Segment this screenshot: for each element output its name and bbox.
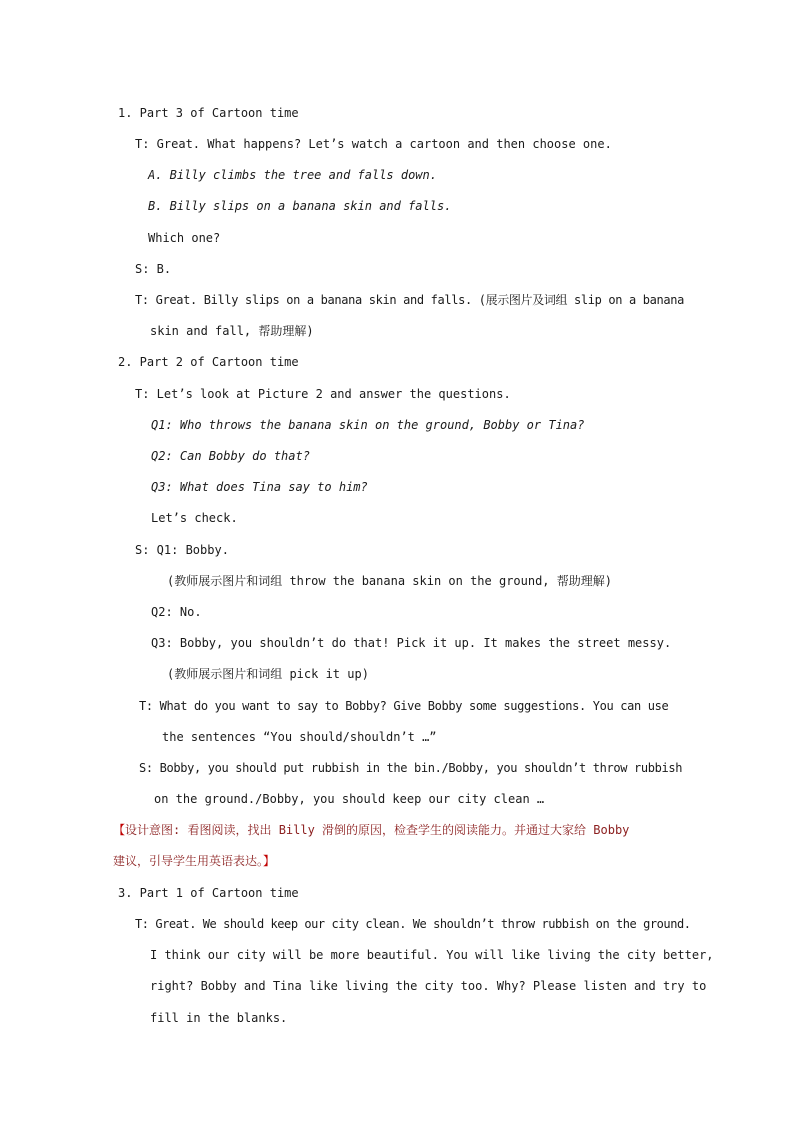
teacher-line-cont: I think our city will be more beautiful. You will like living the city better, (150, 948, 714, 962)
student-answer-1: S: Q1: Bobby. (135, 543, 229, 557)
teacher-line-cont: fill in the blanks. (150, 1011, 288, 1025)
teacher-note: (教师展示图片和词组 throw the banana skin on the ground, 帮助理解) (167, 574, 612, 588)
student-line-cont: on the ground./Bobby, you should keep our city clean … (154, 792, 545, 806)
teacher-line: T: Great. We should keep our city clean. We shouldn’t throw rubbish on the ground. (135, 917, 691, 931)
design-note-cont (113, 853, 275, 869)
student-line: S: B. (135, 262, 172, 276)
question-text: Which one? (148, 231, 221, 245)
student-line: S: Bobby, you should put rubbish in the bin./Bobby, you shouldn’t throw rubbish (139, 761, 683, 775)
teacher-line: T: Great. What happens? Let’s watch a cartoon and then choose one. (135, 137, 612, 151)
check-line: Let’s check. (151, 511, 238, 525)
teacher-line: T: Let’s look at Picture 2 and answer the questions. (135, 387, 511, 401)
teacher-note: (教师展示图片和词组 pick it up) (167, 667, 369, 681)
question-3: Q3: What does Tina say to him? (151, 480, 368, 494)
option-b: B. Billy slips on a banana skin and falls. (148, 199, 452, 213)
teacher-line-cont: right? Bobby and Tina like living the city too. Why? Please listen and try to (150, 979, 707, 993)
section-3-title: 3. Part 1 of Cartoon time (118, 886, 299, 900)
design-note-line-2: 建议，引导学生用英语表达。 (113, 854, 264, 868)
question-2: Q2: Can Bobby do that? (151, 449, 310, 463)
design-close-bracket: 】 (263, 854, 276, 868)
teacher-line: T: What do you want to say to Bobby? Give Bobby some suggestions. You can use (139, 699, 669, 713)
teacher-line: T: Great. Billy slips on a banana skin and falls. (展示图片及词组 slip on a banana (135, 293, 685, 307)
student-answer-3: Q3: Bobby, you shouldn’t do that! Pick it up. It makes the street messy. (151, 636, 672, 650)
teacher-line-cont: the sentences “You should/shouldn’t …” (162, 730, 437, 744)
student-answer-2: Q2: No. (151, 605, 202, 619)
section-2-title: 2. Part 2 of Cartoon time (118, 355, 299, 369)
teacher-line-cont: skin and fall, 帮助理解) (150, 324, 314, 338)
design-note (113, 822, 629, 838)
design-note-line-1: 设计意图: 看图阅读，找出 Billy 滑倒的原因，检查学生的阅读能力。并通过大家给 Bobby (125, 823, 630, 837)
section-1-title: 1. Part 3 of Cartoon time (118, 106, 299, 120)
design-open-bracket: 【 (113, 823, 126, 837)
option-a: A. Billy climbs the tree and falls down. (148, 168, 437, 182)
question-1: Q1: Who throws the banana skin on the ground, Bobby or Tina? (151, 418, 585, 432)
